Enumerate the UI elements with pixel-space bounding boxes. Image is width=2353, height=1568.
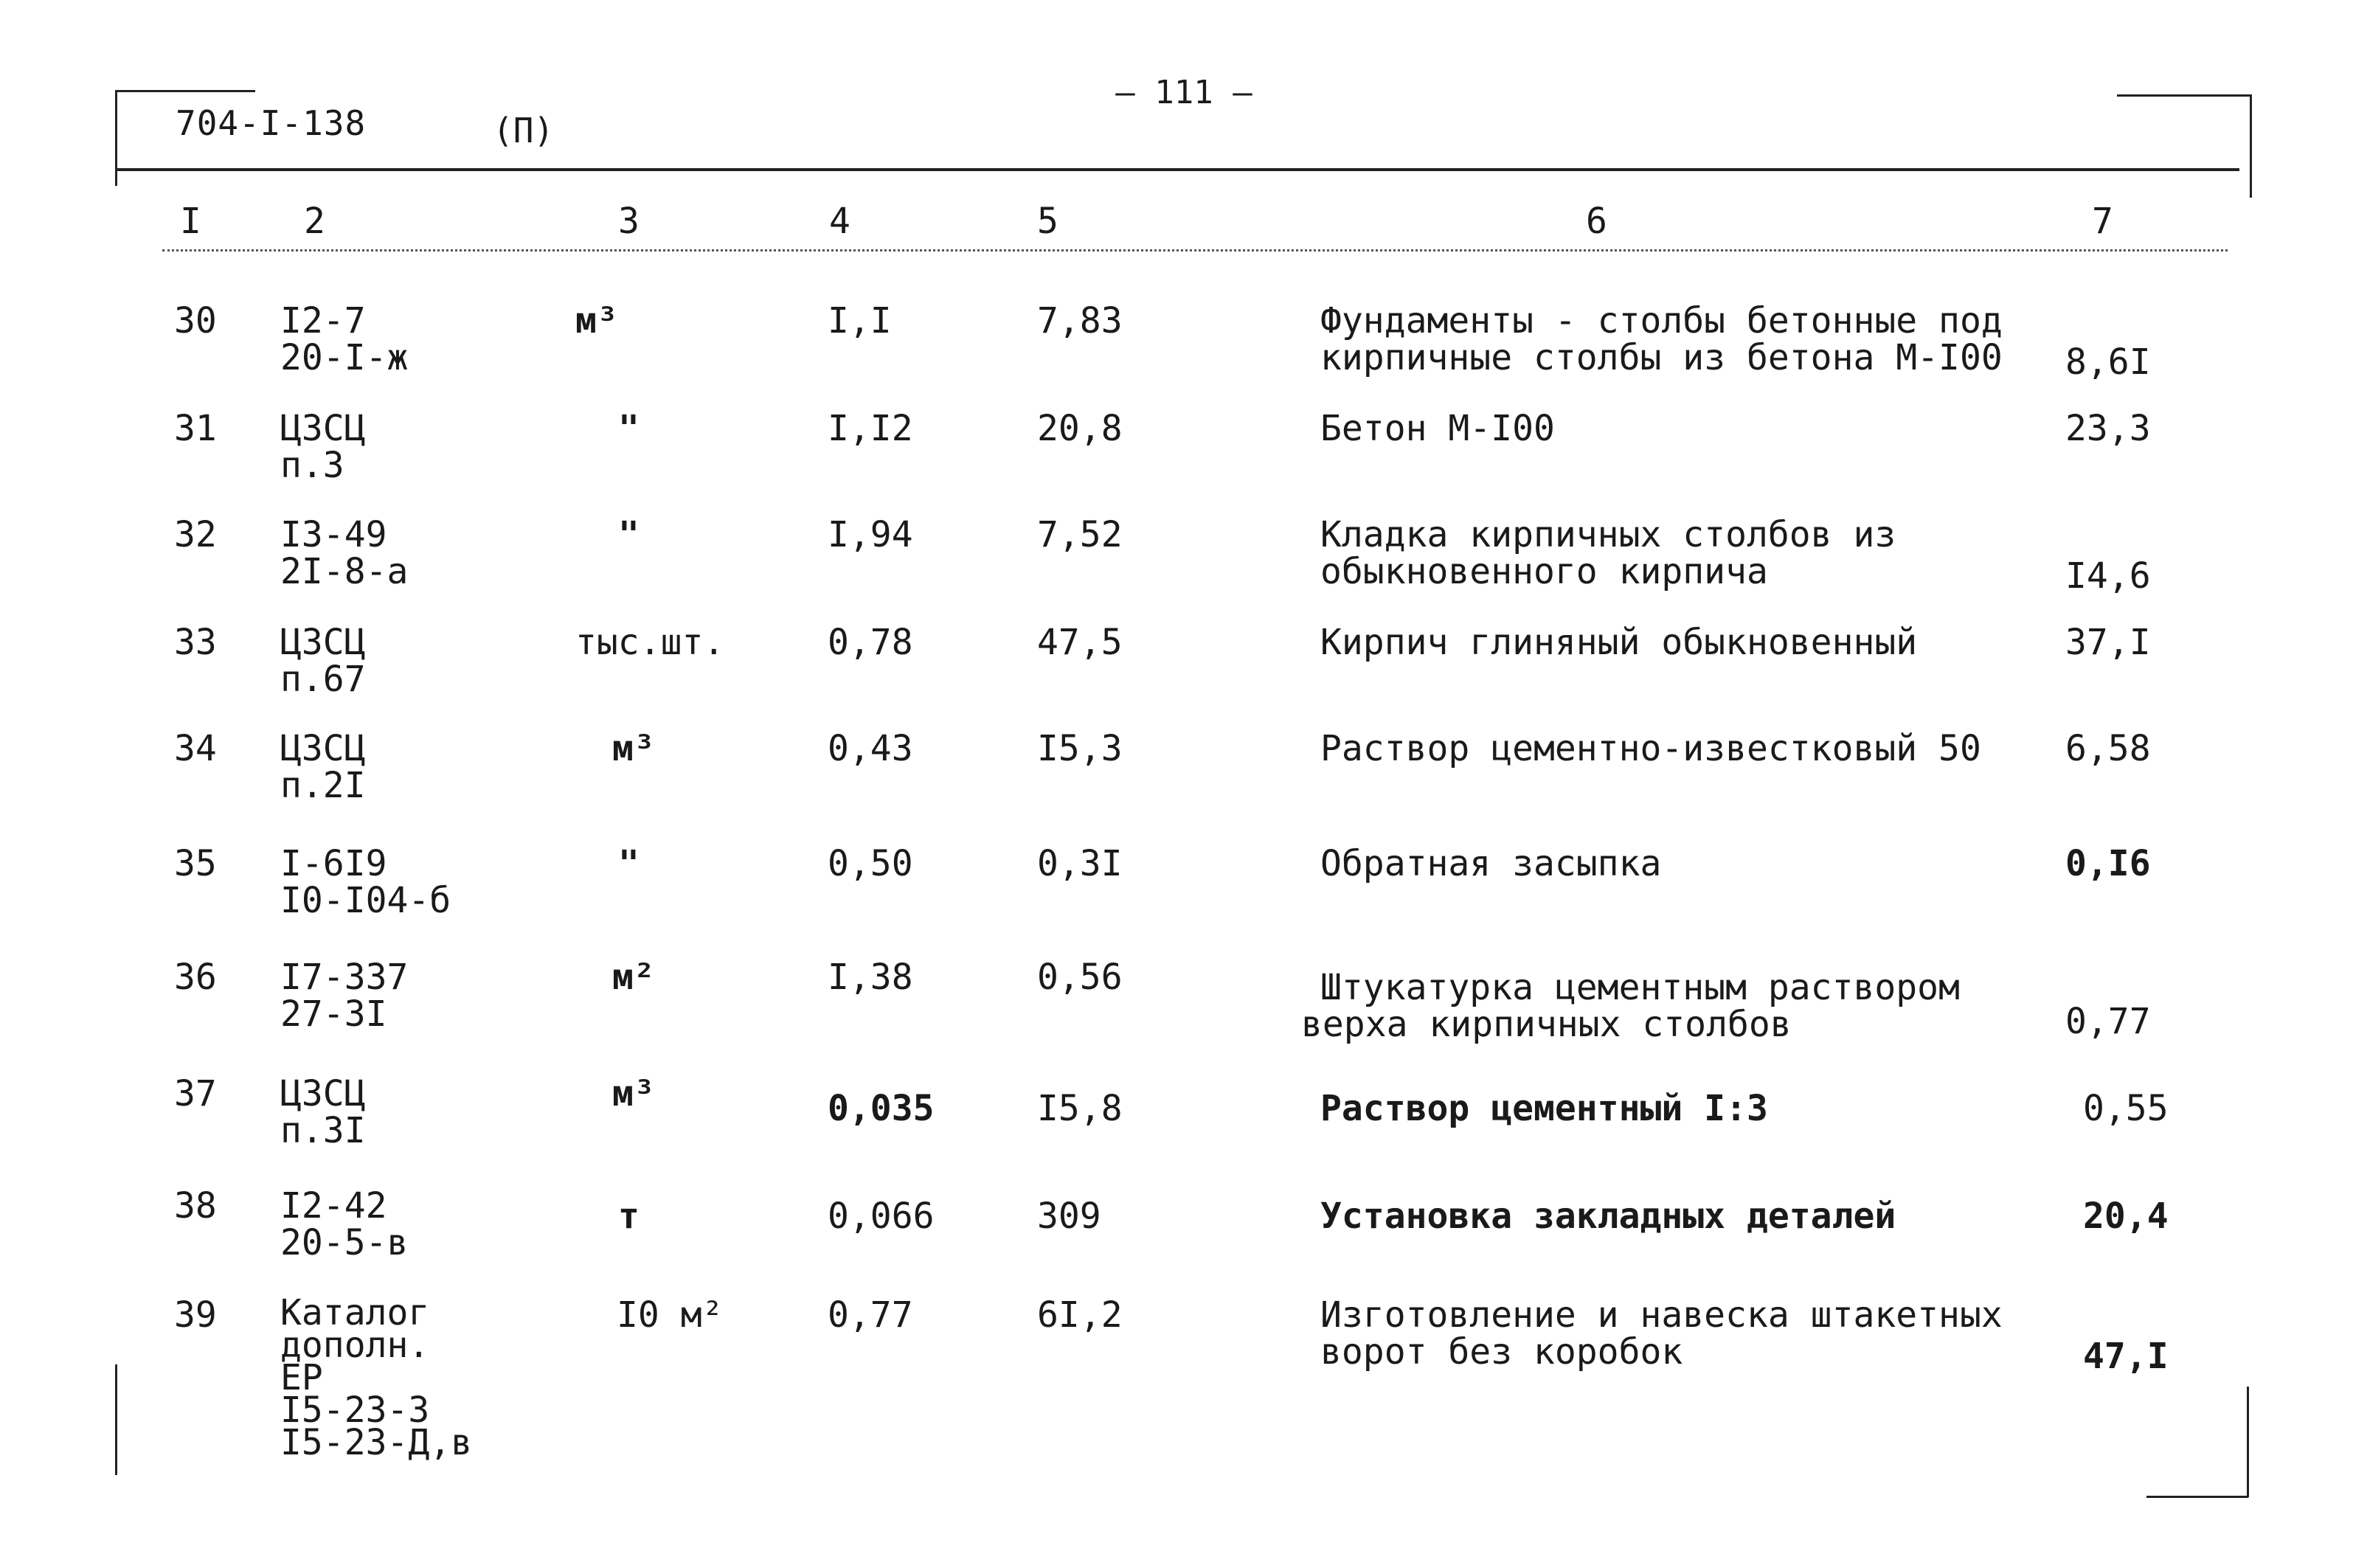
unit: м³ [575,300,618,341]
quantity: 0,78 [828,622,913,663]
description: Кладка кирпичных столбов из обыкновенного кирпича [1320,514,1896,592]
norm-code: ЦЗСЦ п.3I [280,1073,366,1151]
quantity: 0,50 [828,843,913,884]
row-number: 37 [174,1073,217,1114]
norm-code: Каталог дополн. ЕР I5-23-3 I5-23-Д,в [280,1292,473,1463]
quantity: I,I [828,300,892,341]
total-cost: 0,77 [2065,1001,2151,1042]
unit-price: 6I,2 [1037,1294,1123,1336]
unit: " [618,408,640,449]
frame-bottom-right [2146,1496,2248,1498]
norm-code: I3-49 2I-8-а [280,514,409,592]
row-number: 30 [174,300,217,341]
norm-code: I7-337 27-3I [280,957,409,1035]
column-header-5: 5 [1037,201,1058,242]
row-number: 38 [174,1185,217,1227]
unit-price: I5,8 [1037,1088,1123,1129]
total-cost: 47,I [2083,1336,2169,1377]
norm-code: I-6I9 I0-I04-б [280,843,451,921]
quantity: I,94 [828,514,913,555]
unit-price: 309 [1037,1196,1101,1237]
norm-code: ЦЗСЦ п.67 [280,622,366,700]
description: Обратная засыпка [1320,843,1662,884]
column-header-2: 2 [304,201,325,242]
row-number: 33 [174,622,217,663]
total-cost: 0,I6 [2065,843,2151,884]
total-cost: 37,I [2065,622,2151,663]
row-number: 39 [174,1294,217,1336]
total-cost: 23,3 [2065,408,2151,449]
page-number: — 111 — [1115,74,1252,111]
description: Изготовление и навеска штакетных ворот без коробок [1320,1294,2003,1373]
description: Штукатурка цементным раствором верха кирпичных столбов [1301,967,1960,1045]
norm-code: I2-7 20-I-ж [280,300,409,378]
description: Фундаменты - столбы бетонные под кирпичные столбы из бетона М-I00 [1320,300,2003,378]
column-header-3: 3 [618,201,640,242]
row-number: 31 [174,408,217,449]
unit-price: 7,52 [1037,514,1123,555]
description: Кирпич глиняный обыкновенный [1320,622,1918,663]
row-number: 32 [174,514,217,555]
row-number: 36 [174,957,217,998]
unit-price: 20,8 [1037,408,1123,449]
unit: м² [612,957,655,998]
norm-code: I2-42 20-5-в [280,1185,409,1263]
row-number: 34 [174,728,217,769]
quantity: 0,43 [828,728,913,769]
unit: " [618,514,640,555]
unit: тыс.шт. [575,622,725,663]
header-rule [115,168,2239,171]
document-code: 704-I-138 [176,103,367,143]
unit: т [618,1196,640,1237]
description: Раствор цементно-известковый 50 [1320,728,1981,769]
total-cost: I4,6 [2065,555,2151,597]
column-header-7: 7 [2092,201,2113,242]
unit-price: I5,3 [1037,728,1123,769]
unit: I0 м² [617,1294,724,1336]
unit-price: 47,5 [1037,622,1123,663]
frame-left-bottom [115,1364,117,1475]
unit-price: 0,56 [1037,957,1123,998]
norm-code: ЦЗСЦ п.3 [280,408,366,486]
total-cost: 6,58 [2065,728,2151,769]
document-mark: (П) [493,111,555,150]
column-header-4: 4 [829,201,850,242]
description: Бетон М-I00 [1320,408,1555,449]
column-header-1: I [180,201,201,242]
norm-code: ЦЗСЦ п.2I [280,728,366,806]
column-header-6: 6 [1586,201,1607,242]
unit: " [618,843,640,884]
quantity: I,I2 [828,408,913,449]
unit-price: 7,83 [1037,300,1123,341]
description: Раствор цементный I:3 [1320,1088,1768,1129]
frame-top-right [2117,94,2250,97]
description: Установка закладных деталей [1320,1196,1896,1237]
frame-left-top [115,90,117,186]
total-cost: 8,6I [2065,341,2151,383]
total-cost: 20,4 [2083,1196,2169,1237]
unit-price: 0,3I [1037,843,1123,884]
frame-top-left [115,90,255,92]
column-header-rule [162,249,2228,251]
quantity: I,38 [828,957,913,998]
quantity: 0,066 [828,1196,935,1237]
row-number: 35 [174,843,217,884]
frame-right-bottom [2247,1387,2249,1497]
quantity: 0,77 [828,1294,913,1336]
quantity: 0,035 [828,1088,935,1129]
unit: м³ [612,1073,655,1114]
unit: м³ [612,728,655,769]
total-cost: 0,55 [2083,1088,2169,1129]
frame-right-top [2250,94,2252,198]
